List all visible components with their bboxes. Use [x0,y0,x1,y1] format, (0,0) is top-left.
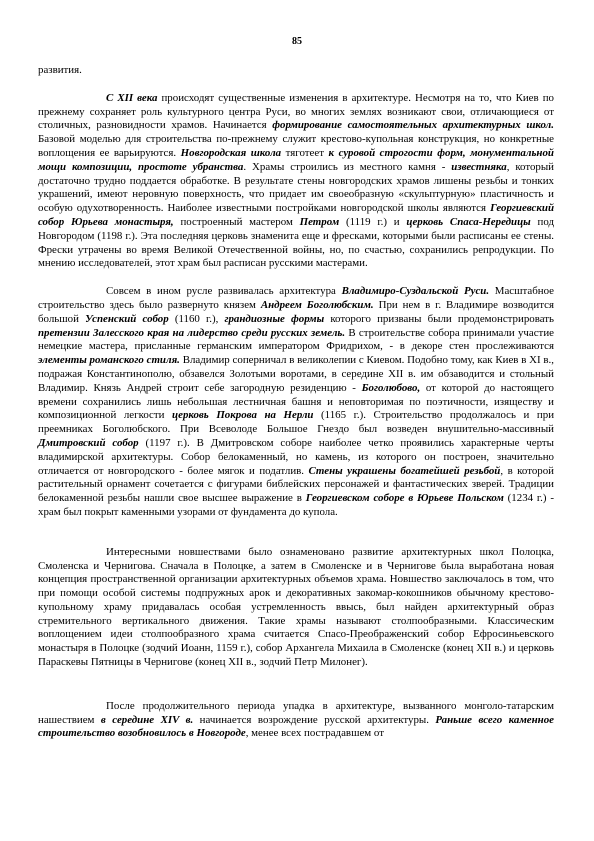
text-run: (1197 г.). В Дмитровском соборе наиболее четко проявились характерные черты владимирской архитектуры. Собор белокаменный, но камень, из которого он построен, значительно отличается от новгородского - более мягок и податлив. [38,436,554,477]
text-run: В строительстве собора принимали участие немецкие мастера, присланные германским императором Фридрихом, - в декоре стен прослеживаются [38,326,554,353]
text-run: от которой до настоящего времени сохранились лишь небольшая лестничная башня и неповторимая по поэтичности, изяществу и композиционной легкости [38,381,554,422]
text-run: Интересными новшествами было ознаменовано развитие архитектурных школ Полоцка, Смоленска и Чернигова. Сначала в Полоцке, а затем в Смоленске и в Чернигове была выработана новая концепция пространственной организации архитектурных объемов храма. Новшество заключалось в том, что при помощи особой системы подпружных арок и декоративных закомар-кокошников обычному крестово-купольному храму придавалась особая устремленность ввысь, был найден архитектурный образ стремительного вертикального движения. Такие храмы называют столпообразными. Классическим воплощением идеи столпообразного храма считается Спасо-Преображенский собор Ефросиньевского монастыря в Полоцке (зодчий Иоанн, 1159 г.), собор Архангела Михаила в Смоленске (конец XII в.) и церковь Параскевы Пятницы в Чернигове (конец XII в., зодчий Петр Милонег). [38,545,554,669]
emphasized-text: Боголюбово, [361,381,421,394]
emphasized-text: Георгиевский собор Юрьева монастыря, [38,202,554,228]
emphasized-text: Андреем Боголюбским. [260,298,374,311]
text-run: (1160 г.), [168,312,225,325]
text-run: , менее всех пострадавшем от [245,727,384,740]
emphasized-text: церковь Покрова на Нерли [172,409,314,422]
paragraph-vladimir-suzdal [38,285,554,520]
page-body [38,64,554,741]
text-run: После продолжительного периода упадка в архитектуре, вызванного монголо-татарским нашествием [38,699,554,726]
emphasized-text: Георгиевском соборе в Юрьеве Польском [305,492,504,505]
text-run: под Новгородом (1198 г.). Эта последняя церковь знаменита еще и фресками, которыми были расписаны ее стены. Фрески утрачены во время Великой Отечественной войны, но, по счастью, сохранились репродукции. По мнению исследователей, этот храм был расписан русскими мастерами. [38,215,554,270]
emphasized-text: Дмитровский собор [38,436,139,449]
text-run: построенный мастером [173,215,300,228]
text-run: развития. [38,64,82,76]
paragraph-polotsk-smolensk-chernigov [38,546,554,670]
text-run: , в которой растительный орнамент сочетается с фигурами библейских персонажей и фантастических зверей. Традиции белокаменной резьбы нашли свое высшее выражение в [38,464,554,505]
emphasized-text: известняка [451,160,507,173]
emphasized-text: С XII века [106,91,158,104]
page-number: 85 [292,36,302,47]
text-run: которого призваны были продемонстрировать [324,312,554,325]
emphasized-text: Петром [299,215,340,228]
text-run: происходят существенные изменения в архитектуре. Несмотря на то, что Киев по прежнему сохраняет роль культурного центра Руси, во многих землях возникают свои, отличающиеся от столичных, разновидности храмов. Начинается [38,91,554,132]
text-run: (1119 г.) и [339,215,407,228]
text-run: Масштабное строительство здесь было развернуто князем [38,285,555,311]
paragraph-continuation [38,64,554,78]
emphasized-text: Новгородская школа [180,146,282,159]
emphasized-text: претензии Залесского края на лидерство среди русских земель. [38,326,346,339]
text-run: Базовой моделью для строительства по-прежнему служит крестово-купольная конструкция, но конкретные воплощения ее варьируются. [38,133,554,159]
emphasized-text: церковь Спаса-Нередицы [406,215,531,228]
text-run: . Храмы строились из местного камня - [243,160,452,173]
emphasized-text: Успенский собор [85,312,169,325]
text-run: тяготеет [281,146,329,159]
text-run: Владимир соперничал в великолепии с Киевом. Подобно тому, как Киев в XI в., подражая Константинополю, обзавелся Золотыми воротами, в середине XII в. им обзаводится и стольный Владимир. Князь Андрей строит себе загородную резиденцию - [38,354,554,394]
emphasized-text: Стены украшены богатейшей резьбой [308,464,501,477]
emphasized-text: Владимиро-Суздальской Руси. [341,285,490,298]
emphasized-text: элементы романского стиля. [38,354,180,367]
text-run: При нем в г. Владимире возводится большой [38,298,554,325]
emphasized-text: в середине XIV в. [100,713,194,726]
text-run: (1165 г.). Строительство продолжалось и при преемниках Боголюбского. При Всеволоде Большое Гнездо был возведен внушительно-массивный [38,409,555,436]
text-run: (1234 г.) - храм был покрыт каменными узорами от фундамента до купола. [38,492,554,518]
paragraph-revival [38,700,554,741]
emphasized-text: формирование самостоятельных архитектурных школ. [272,119,554,132]
text-run: Совсем в ином русле развивалась архитектура [106,285,342,298]
text-run: , который достаточно трудно поддается обработке. В результате стены новгородских храмов лишены резьбы и тонких украшений, имеют неровную поверхность, что придает им своеобразную «скульптурную» пластичность и особую одухотворенность. Наиболее известными постройками новгородской школы являются [38,160,555,215]
text-run: начинается возрождение русской архитектуры. [193,713,436,726]
emphasized-text: грандиозные формы [224,312,325,325]
paragraph-novgorod-school [38,92,554,271]
emphasized-text: к суровой строгости форм, монументальной мощи композиции, простоте убранства [38,146,554,173]
emphasized-text: Раньше всего каменное строительство возобновилось в Новгороде [38,713,555,740]
